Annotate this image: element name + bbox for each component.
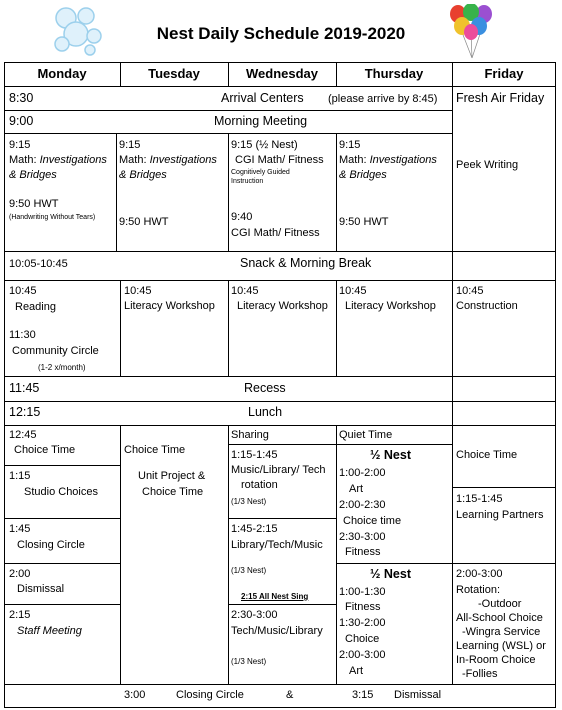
wed-1045: 10:45 [231, 285, 259, 297]
wed-third-2: (1/3 Nest) [231, 566, 267, 575]
bottom-closing: Closing Circle [176, 689, 244, 701]
recess-label: Recess [244, 381, 286, 395]
fri-r2: All-School Choice [456, 612, 543, 624]
fri-peek-writing: Peek Writing [456, 159, 519, 171]
thu-a6: Fitness [345, 546, 381, 558]
thu-b6: Art [349, 665, 364, 677]
meeting-time: 9:00 [9, 114, 34, 128]
wed-940: 9:40 [231, 211, 253, 223]
wed-third-3: (1/3 Nest) [231, 657, 267, 666]
snack-label: Snack & Morning Break [240, 256, 372, 270]
mon-math-2: & Bridges [9, 169, 57, 181]
thu-b4: Choice [345, 633, 380, 645]
mon-115: 1:15 [9, 470, 31, 482]
thu-1045: 10:45 [339, 285, 367, 297]
bottom-300: 3:00 [124, 689, 146, 701]
tue-choice: Choice Time [124, 444, 186, 456]
thu-half-nest-1: ½ Nest [370, 448, 411, 462]
thu-b2: Fitness [345, 601, 381, 613]
wed-145: 1:45-2:15 [231, 523, 278, 535]
tue-unit-2: Choice Time [142, 486, 204, 498]
tue-1045: 10:45 [124, 285, 152, 297]
wed-mlt-2: rotation [241, 479, 278, 491]
mon-studio: Studio Choices [24, 486, 98, 498]
wed-tech: Tech/Music/Library [231, 625, 323, 637]
page-title: Nest Daily Schedule 2019-2020 [156, 24, 406, 43]
arrival-note: (please arrive by 8:45) [328, 93, 438, 105]
arrival-label: Arrival Centers [221, 91, 304, 105]
wed-all-nest-sing: 2:15 All Nest Sing [241, 592, 309, 601]
mon-hwt: 9:50 HWT [9, 198, 59, 210]
mon-215: 2:15 [9, 609, 31, 621]
bottom-dismissal: Dismissal [394, 689, 442, 701]
fri-partners: Learning Partners [456, 509, 544, 521]
mon-145: 1:45 [9, 523, 31, 535]
wed-cgi-note: Cognitively Guided [231, 169, 290, 176]
header-tuesday: Tuesday [148, 66, 200, 81]
meeting-label: Morning Meeting [214, 114, 308, 128]
mon-915: 9:15 [9, 139, 31, 151]
lunch-label: Lunch [248, 405, 283, 419]
wed-literacy: Literacy Workshop [237, 300, 328, 312]
fri-r4: Learning (WSL) or [456, 640, 546, 652]
fri-r3: -Wingra Service [462, 626, 541, 638]
tue-unit-1: Unit Project & [138, 470, 206, 482]
wed-cgi-2: CGI Math/ Fitness [231, 227, 320, 239]
fri-r1: -Outdoor [478, 598, 522, 610]
wed-115: 1:15-1:45 [231, 449, 278, 461]
fri-construction: Construction [456, 300, 518, 312]
snack-time: 10:05-10:45 [9, 258, 68, 270]
thu-a3: 2:00-2:30 [339, 499, 386, 511]
wed-cgi-note-2: Instruction [231, 178, 264, 185]
thu-a5: 2:30-3:00 [339, 531, 386, 543]
thu-quiet: Quiet Time [339, 429, 393, 441]
thu-math: Math: Investigations [339, 154, 437, 166]
bottom-amp: & [286, 689, 294, 701]
thu-b1: 1:00-1:30 [339, 586, 386, 598]
thu-hwt: 9:50 HWT [339, 216, 389, 228]
tue-math-2: & Bridges [119, 169, 167, 181]
mon-1045: 10:45 [9, 285, 37, 297]
mon-1130: 11:30 [9, 329, 36, 341]
thu-b3: 1:30-2:00 [339, 617, 386, 629]
fri-115: 1:15-1:45 [456, 493, 503, 505]
mon-dismissal: Dismissal [17, 583, 65, 595]
tue-literacy: Literacy Workshop [124, 300, 215, 312]
fri-r5: In-Room Choice [456, 654, 536, 666]
wed-915: 9:15 (½ Nest) [231, 139, 298, 151]
header-friday: Friday [484, 66, 524, 81]
mon-choice: Choice Time [14, 444, 76, 456]
wed-cgi: CGI Math/ Fitness [235, 154, 324, 166]
mon-reading: Reading [15, 301, 56, 313]
fri-fresh-air: Fresh Air Friday [456, 91, 545, 105]
header-thursday: Thursday [364, 66, 424, 81]
mon-1245: 12:45 [9, 429, 37, 441]
bottom-315: 3:15 [352, 689, 374, 701]
mon-closing: Closing Circle [17, 539, 85, 551]
thu-a2: Art [349, 483, 364, 495]
fri-rotation: Rotation: [456, 584, 501, 596]
header-wednesday: Wednesday [245, 66, 318, 81]
wed-230: 2:30-3:00 [231, 609, 278, 621]
tue-hwt: 9:50 HWT [119, 216, 169, 228]
wed-lib: Library/Tech/Music [231, 539, 323, 551]
wed-sharing: Sharing [231, 429, 269, 441]
mon-staff-meeting: Staff Meeting [17, 625, 82, 637]
wed-mlt-1: Music/Library/ Tech [231, 464, 326, 476]
mon-hwt-note: (Handwriting Without Tears) [9, 214, 96, 221]
thu-math-2: & Bridges [339, 169, 387, 181]
recess-time: 11:45 [9, 381, 40, 395]
thu-a4: Choice time [343, 515, 402, 527]
fri-r6: -Follies [462, 668, 498, 680]
thu-a1: 1:00-2:00 [339, 467, 386, 479]
lunch-time: 12:15 [9, 405, 41, 419]
fri-1045: 10:45 [456, 285, 484, 297]
tue-math: Math: Investigations [119, 154, 217, 166]
tue-915: 9:15 [119, 139, 141, 151]
mon-community-circle: Community Circle [12, 345, 99, 357]
wed-third-1: (1/3 Nest) [231, 497, 267, 506]
thu-915: 9:15 [339, 139, 361, 151]
fri-200: 2:00-3:00 [456, 568, 503, 580]
mon-cc-note: (1-2 x/month) [38, 363, 86, 372]
arrival-time: 8:30 [9, 91, 34, 105]
thu-literacy: Literacy Workshop [345, 300, 436, 312]
mon-200: 2:00 [9, 568, 31, 580]
fri-choice: Choice Time [456, 449, 518, 461]
thu-b5: 2:00-3:00 [339, 649, 386, 661]
thu-half-nest-2: ½ Nest [370, 567, 411, 581]
mon-math: Math: Investigations [9, 154, 107, 166]
header-monday: Monday [37, 66, 87, 81]
